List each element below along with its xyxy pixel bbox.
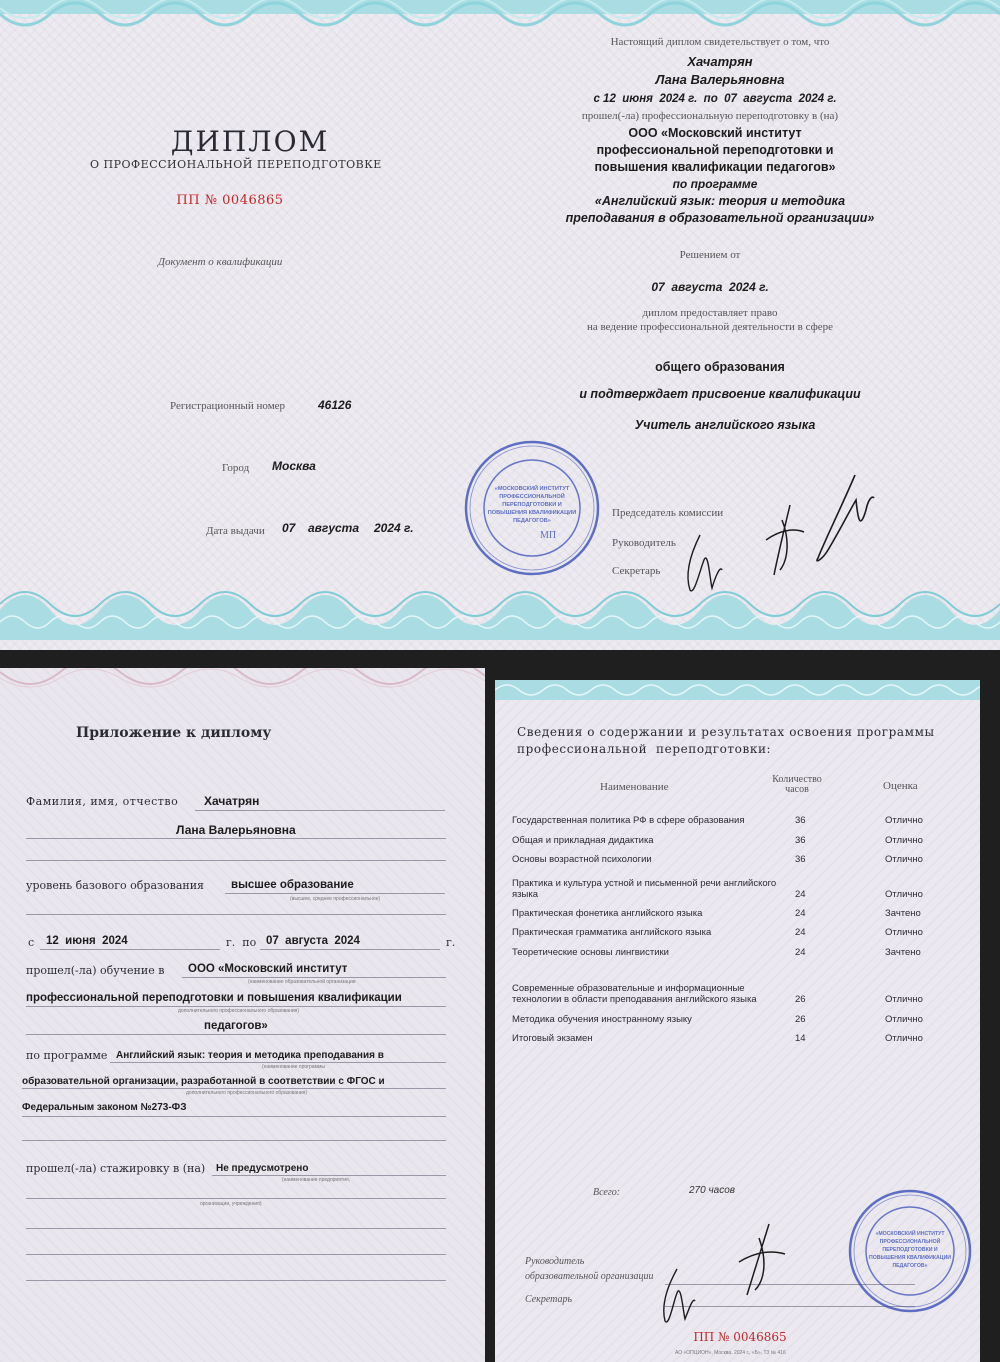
results-head-label-1: Руководитель — [525, 1256, 585, 1267]
svg-text:ПРОФЕССИОНАЛЬНОЙ: ПРОФЕССИОНАЛЬНОЙ — [499, 494, 565, 500]
svg-text:ПЕДАГОГОВ»: ПЕДАГОГОВ» — [892, 1263, 928, 1269]
decision-label: Решением от — [679, 249, 741, 261]
appendix-program-1: Английский язык: теория и методика преподавания в — [116, 1050, 384, 1061]
fio-label: Фамилия, имя, отчество — [26, 795, 179, 808]
appendix-left-page — [0, 668, 485, 1362]
svg-text:ПЕРЕПОДГОТОВКИ И: ПЕРЕПОДГОТОВКИ И — [502, 502, 562, 508]
head-label: Руководитель — [612, 537, 676, 549]
results-heading-2: профессиональной переподготовки: — [517, 742, 772, 756]
subject-grade: Отлично — [885, 815, 923, 826]
subject-grade: Зачтено — [885, 908, 921, 919]
program-hint-2: дополнительного профессионального образования) — [186, 1090, 308, 1096]
from-label: с — [28, 936, 35, 949]
reg-number-label: Регистрационный номер — [170, 400, 286, 412]
passed-text: прошел(-ла) профессиональную переподготовку в (на) — [581, 110, 839, 122]
appendix-program-3: Федеральным законом №273-ФЗ — [22, 1102, 187, 1113]
holder-name: Лана Валерьяновна — [655, 72, 785, 87]
results-stamp — [847, 1188, 973, 1314]
certifies-text: Настоящий диплом свидетельствует о том, что — [610, 36, 830, 48]
subject-hours: 36 — [795, 815, 806, 826]
subject-hours: 24 — [795, 947, 806, 958]
head-signature — [760, 500, 810, 580]
secretary-signature — [680, 530, 730, 600]
printer-info: АО «ОПЦИОН», Москва, 2024 г., «Б», Т3 № 416 — [675, 1350, 786, 1356]
subject-hours: 14 — [795, 1033, 806, 1044]
col-name-header: Наименование — [600, 781, 669, 793]
subject-hours: 36 — [795, 854, 806, 865]
internship-label: прошел(-ла) стажировку в (на) — [26, 1162, 206, 1175]
sphere-value: общего образования — [655, 360, 785, 374]
diploma-spread — [0, 0, 1000, 650]
subject-hours: 24 — [795, 908, 806, 919]
bottom-ornament-band — [0, 580, 1000, 640]
document-label: Документ о квалификации — [158, 256, 283, 268]
subject-grade: Зачтено — [885, 947, 921, 958]
study-org-1: ООО «Московский институт — [188, 963, 348, 975]
holder-surname: Хачатрян — [687, 54, 753, 69]
subject-grade: Отлично — [885, 994, 923, 1005]
g-label: г. — [446, 936, 456, 949]
subject-grade: Отлично — [885, 1014, 923, 1025]
svg-text:«МОСКОВСКИЙ ИНСТИТУТ: «МОСКОВСКИЙ ИНСТИТУТ — [494, 486, 570, 492]
right-text-2: на ведение профессиональной деятельности в сфере — [586, 321, 834, 333]
appendix-name: Лана Валерьяновна — [176, 823, 296, 837]
subject-name: Практическая грамматика английского языка — [512, 927, 712, 938]
program-line-2: преподавания в образовательной организации» — [565, 211, 875, 225]
right-text-1: диплом предоставляет право — [642, 307, 778, 319]
base-edu-value: высшее образование — [231, 879, 354, 891]
appendix-right-page — [495, 680, 980, 1362]
svg-text:ПОВЫШЕНИЯ КВАЛИФИКАЦИИ: ПОВЫШЕНИЯ КВАЛИФИКАЦИИ — [487, 510, 577, 516]
program-hint-1: (наименование программы — [262, 1064, 325, 1070]
appendix-top-ornament — [0, 668, 485, 696]
chair-signature — [810, 470, 880, 570]
confirms-text: и подтверждает присвоение квалификации — [579, 387, 861, 401]
from-date: 12 июня 2024 — [46, 935, 128, 947]
org-line-1: ООО «Московский институт — [628, 126, 802, 140]
subject-hours: 24 — [795, 889, 806, 900]
chair-label: Председатель комиссии — [612, 507, 724, 519]
diploma-number: ПП № 0046865 — [176, 193, 284, 208]
svg-text:ПЕДАГОГОВ»: ПЕДАГОГОВ» — [513, 518, 551, 524]
subject-grade: Отлично — [885, 889, 923, 900]
top-ornament-band — [0, 0, 1000, 36]
total-label: Всего: — [593, 1187, 621, 1198]
diploma-subtitle: О ПРОФЕССИОНАЛЬНОЙ ПЕРЕПОДГОТОВКЕ — [90, 158, 382, 171]
study-org-3: педагогов» — [204, 1020, 268, 1032]
results-secretary-label: Секретарь — [525, 1294, 573, 1305]
base-edu-hint: (высшее, среднее профессиональное) — [290, 896, 381, 902]
subject-row — [512, 680, 952, 1044]
decision-date: 07 августа 2024 г. — [651, 280, 769, 294]
reg-number-value: 46126 — [318, 398, 352, 412]
appendix-program-2: образовательной организации, разработанной в соответствии с ФГОС и — [22, 1076, 385, 1087]
org-line-3: повышения квалификации педагогов» — [594, 160, 836, 174]
issue-month: августа — [308, 521, 360, 535]
subject-grade: Отлично — [885, 1033, 923, 1044]
subject-hours: 36 — [795, 835, 806, 846]
subject-hours: 26 — [795, 994, 806, 1005]
study-org-hint-2: дополнительного профессионального образования) — [178, 1008, 300, 1014]
internship-value: Не предусмотрено — [216, 1163, 309, 1174]
appendix-surname: Хачатрян — [204, 794, 260, 808]
results-secretary-signature — [655, 1265, 701, 1330]
study-org-2: профессиональной переподготовки и повышения квалификации — [26, 992, 402, 1004]
org-line-2: профессиональной переподготовки и — [596, 143, 834, 157]
study-period: с 12 июня 2024 г. по 07 августа 2024 г. — [593, 93, 837, 105]
study-org-hint-1: (наименование образовательной организации — [248, 979, 356, 985]
base-edu-label: уровень базового образования — [26, 879, 204, 892]
to-date: 07 августа 2024 — [266, 935, 360, 947]
subject-name: Методика обучения иностранному языку — [512, 1014, 692, 1025]
subject-grade: Отлично — [885, 927, 923, 938]
svg-text:ПЕРЕПОДГОТОВКИ И: ПЕРЕПОДГОТОВКИ И — [882, 1247, 938, 1253]
stamp-mp: МП — [540, 530, 557, 541]
results-heading-1: Сведения о содержании и результатах освоения программы — [517, 725, 935, 739]
secretary-label: Секретарь — [612, 565, 661, 577]
svg-text:ПРОФЕССИОНАЛЬНОЙ: ПРОФЕССИОНАЛЬНОЙ — [879, 1239, 941, 1245]
total-value: 270 часов — [689, 1185, 735, 1196]
col-hours-header-2: часов — [785, 784, 809, 795]
subject-name: Практика и культура устной и письменной речи английского языка — [512, 878, 777, 900]
study-label: прошел(-ла) обучение в — [26, 964, 165, 977]
subject-grade: Отлично — [885, 854, 923, 865]
issue-day: 07 — [282, 521, 296, 535]
svg-text:«МОСКОВСКИЙ ИНСТИТУТ: «МОСКОВСКИЙ ИНСТИТУТ — [875, 1231, 945, 1237]
program-line-1: «Английский язык: теория и методика — [594, 194, 846, 208]
program-label-appendix: по программе — [26, 1049, 108, 1062]
subject-name: Итоговый экзамен — [512, 1033, 593, 1044]
city-value: Москва — [272, 459, 316, 473]
subject-name: Основы возрастной психологии — [512, 854, 652, 865]
internship-hint-1: (наименование предприятия, — [282, 1177, 351, 1183]
subject-name: Теоретические основы лингвистики — [512, 947, 669, 958]
organization-stamp — [462, 438, 602, 578]
city-label: Город — [222, 462, 250, 474]
subject-hours: 26 — [795, 1014, 806, 1025]
subject-name: Общая и прикладная дидактика — [512, 835, 654, 846]
subject-name: Практическая фонетика английского языка — [512, 908, 703, 919]
subject-name: Государственная политика РФ в сфере образования — [512, 815, 745, 826]
qualification-value: Учитель английского языка — [634, 418, 816, 432]
results-number: ПП № 0046865 — [693, 1330, 787, 1344]
col-grade-header: Оценка — [883, 780, 918, 792]
issue-date-label: Дата выдачи — [206, 525, 265, 537]
subject-grade: Отлично — [885, 835, 923, 846]
appendix-title: Приложение к диплому — [76, 725, 272, 741]
g-po-label: г. по — [226, 936, 257, 949]
results-head-signature — [733, 1220, 793, 1300]
program-label: по программе — [672, 177, 758, 191]
issue-year: 2024 г. — [374, 521, 414, 535]
results-head-label-2: образовательной организации — [525, 1271, 654, 1282]
svg-text:ПОВЫШЕНИЯ КВАЛИФИКАЦИИ: ПОВЫШЕНИЯ КВАЛИФИКАЦИИ — [868, 1255, 952, 1261]
internship-hint-2: организации, учреждения) — [200, 1201, 262, 1207]
subjects-table — [512, 680, 962, 1080]
diploma-title: ДИПЛОМ — [170, 125, 330, 158]
col-hours-header-1: Количество — [772, 774, 822, 785]
subject-name: Современные образовательные и информационные технологии в области преподавания английского языка — [512, 983, 757, 1005]
subject-hours: 24 — [795, 927, 806, 938]
